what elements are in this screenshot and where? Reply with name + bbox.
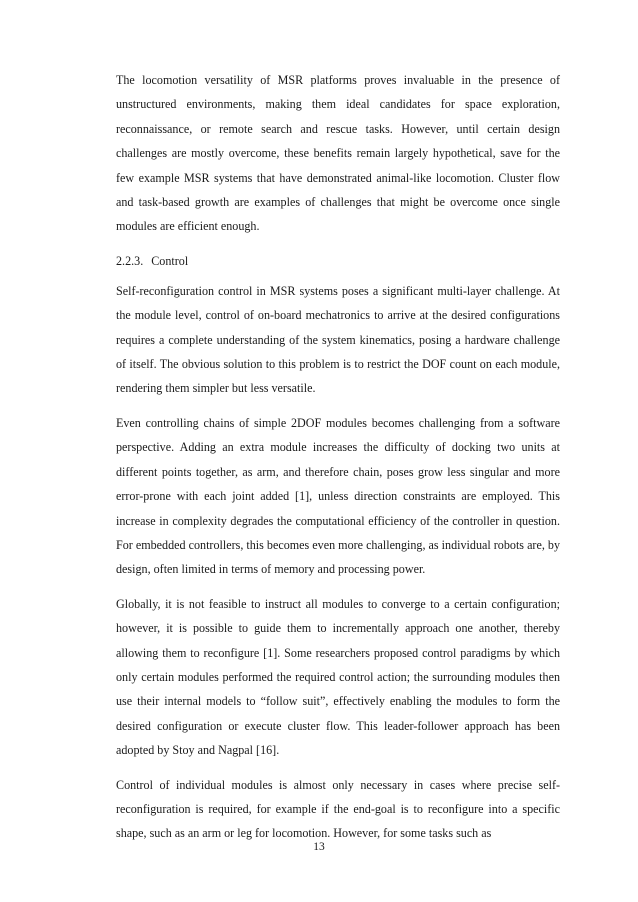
paragraph: Self-reconfiguration control in MSR systems poses a significant multi-layer challenge. At the module level, control of on-board mechatronics to arrive at the desired configurations requires a complete understanding of the system kinematics, posing a hardware challenge of itself. The obvious solution to this problem is to restrict the DOF count on each module, rendering them simpler but less versatile. (116, 283, 560, 396)
body-text (116, 68, 560, 846)
paragraph: Even controlling chains of simple 2DOF modules becomes challenging from a software perspective. Adding an extra module increases the difficulty of docking two units at different points together, as arm, and therefore chain, poses grow less singular and more error-prone with each joint added [1], unless direction constraints are employed. This increase in complexity degrades the computational efficiency of the controller in question. For embedded controllers, this becomes even more challenging, as individual robots are, by design, often limited in terms of memory and processing power. (116, 415, 560, 577)
paragraph: Control of individual modules is almost only necessary in cases where precise self-reconfiguration is required, for example if the end-goal is to reconfigure into a specific shape, such as an arm or leg for locomotion. However, for some tasks such as (116, 777, 560, 841)
paragraph: Globally, it is not feasible to instruct all modules to converge to a certain configuration; however, it is possible to guide them to incrementally approach one another, thereby allowing them to reconfigure [1]. Some researchers proposed control paradigms by which only certain modules performed the required control action; the surrounding modules then use their internal models to “follow suit”, effectively enabling the modules to form the desired configuration or execute cluster flow. This leader-follower approach has been adopted by Stoy and Nagpal [16]. (116, 596, 560, 758)
paragraph-intro: The locomotion versatility of MSR platforms proves invaluable in the presence of unstructured environments, making them ideal candidates for space exploration, reconnaissance, or remote search and rescue tasks. However, until certain design challenges are mostly overcome, these benefits remain largely hypothetical, save for the few example MSR systems that have demonstrated animal-like locomotion. Cluster flow and task-based growth are examples of challenges that might be overcome once single modules are efficient enough. (116, 73, 560, 234)
section-heading (116, 249, 560, 273)
page-number: 13 (313, 841, 325, 853)
section-title: Control (151, 253, 189, 268)
section-number: 2.2.3. (116, 253, 144, 268)
